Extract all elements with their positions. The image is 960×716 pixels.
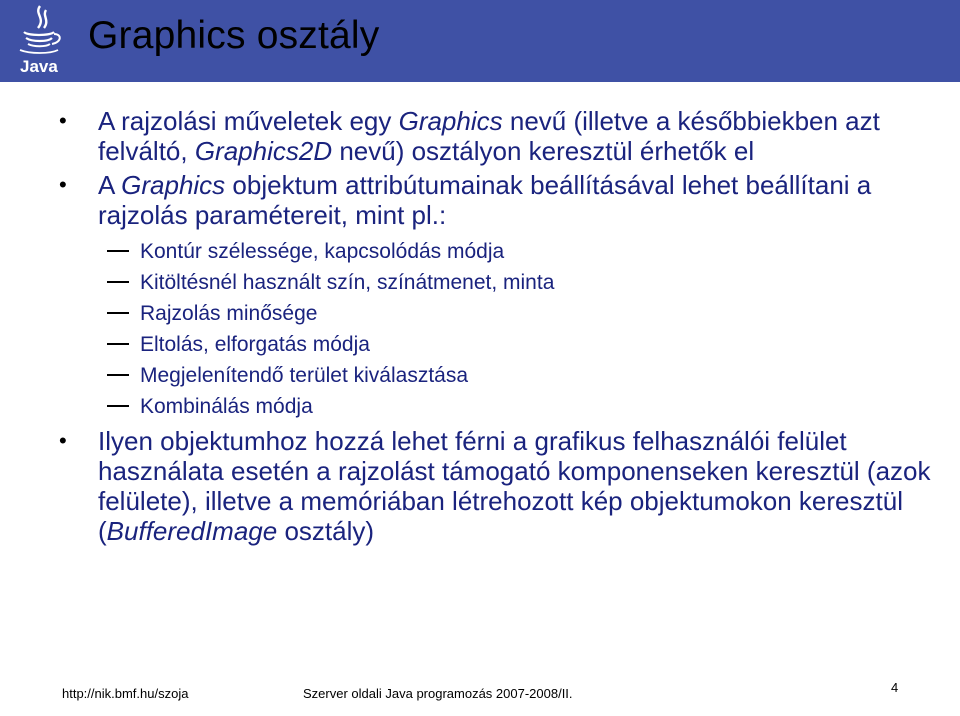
sub-item: Kitöltésnél használt szín, színátmenet, minta (55, 267, 935, 298)
footer-url: http://nik.bmf.hu/szoja (62, 686, 189, 701)
dash-icon (107, 343, 129, 345)
java-logo-icon (10, 2, 68, 78)
sub-item: Megjelenítendő terület kiválasztása (55, 360, 935, 391)
bullet-icon: • (59, 172, 67, 197)
page-number: 4 (891, 680, 899, 695)
bullet-item: • Ilyen objektumhoz hozzá lehet férni a grafikus felhasználói felület használata esetén a rajzolást támogató komponenseken keresztül (azok felülete), illetve a memóriában létrehozott kép objektumokon keresztül (BufferedImage osztály) (59, 426, 931, 546)
dash-icon (107, 250, 129, 252)
bullet-icon: • (59, 108, 67, 133)
bullet-item: • A rajzolási műveletek egy Graphics nevű (illetve a későbbiekben azt felváltó, Graphics2D nevű) osztályon keresztül érhetők el (59, 106, 880, 166)
java-logo-text: Java (20, 57, 58, 76)
footer-course: Szerver oldali Java programozás 2007-2008/II. (303, 686, 573, 701)
bullet-icon: • (59, 428, 67, 453)
bullet-item: • A Graphics objektum attribútumainak beállításával lehet beállítani a rajzolás paramétereit, mint pl.: (59, 170, 872, 230)
sub-item: Eltolás, elforgatás módja (55, 329, 935, 360)
dash-icon (107, 281, 129, 283)
sub-item: Kombinálás módja (55, 391, 935, 422)
dash-icon (107, 374, 129, 376)
sub-list (55, 236, 935, 422)
sub-item: Rajzolás minősége (55, 298, 935, 329)
slide-content (55, 106, 935, 550)
slide-title: Graphics osztály (88, 14, 380, 57)
dash-icon (107, 312, 129, 314)
sub-item: Kontúr szélessége, kapcsolódás módja (55, 236, 935, 267)
slide-header (0, 0, 960, 82)
dash-icon (107, 405, 129, 407)
